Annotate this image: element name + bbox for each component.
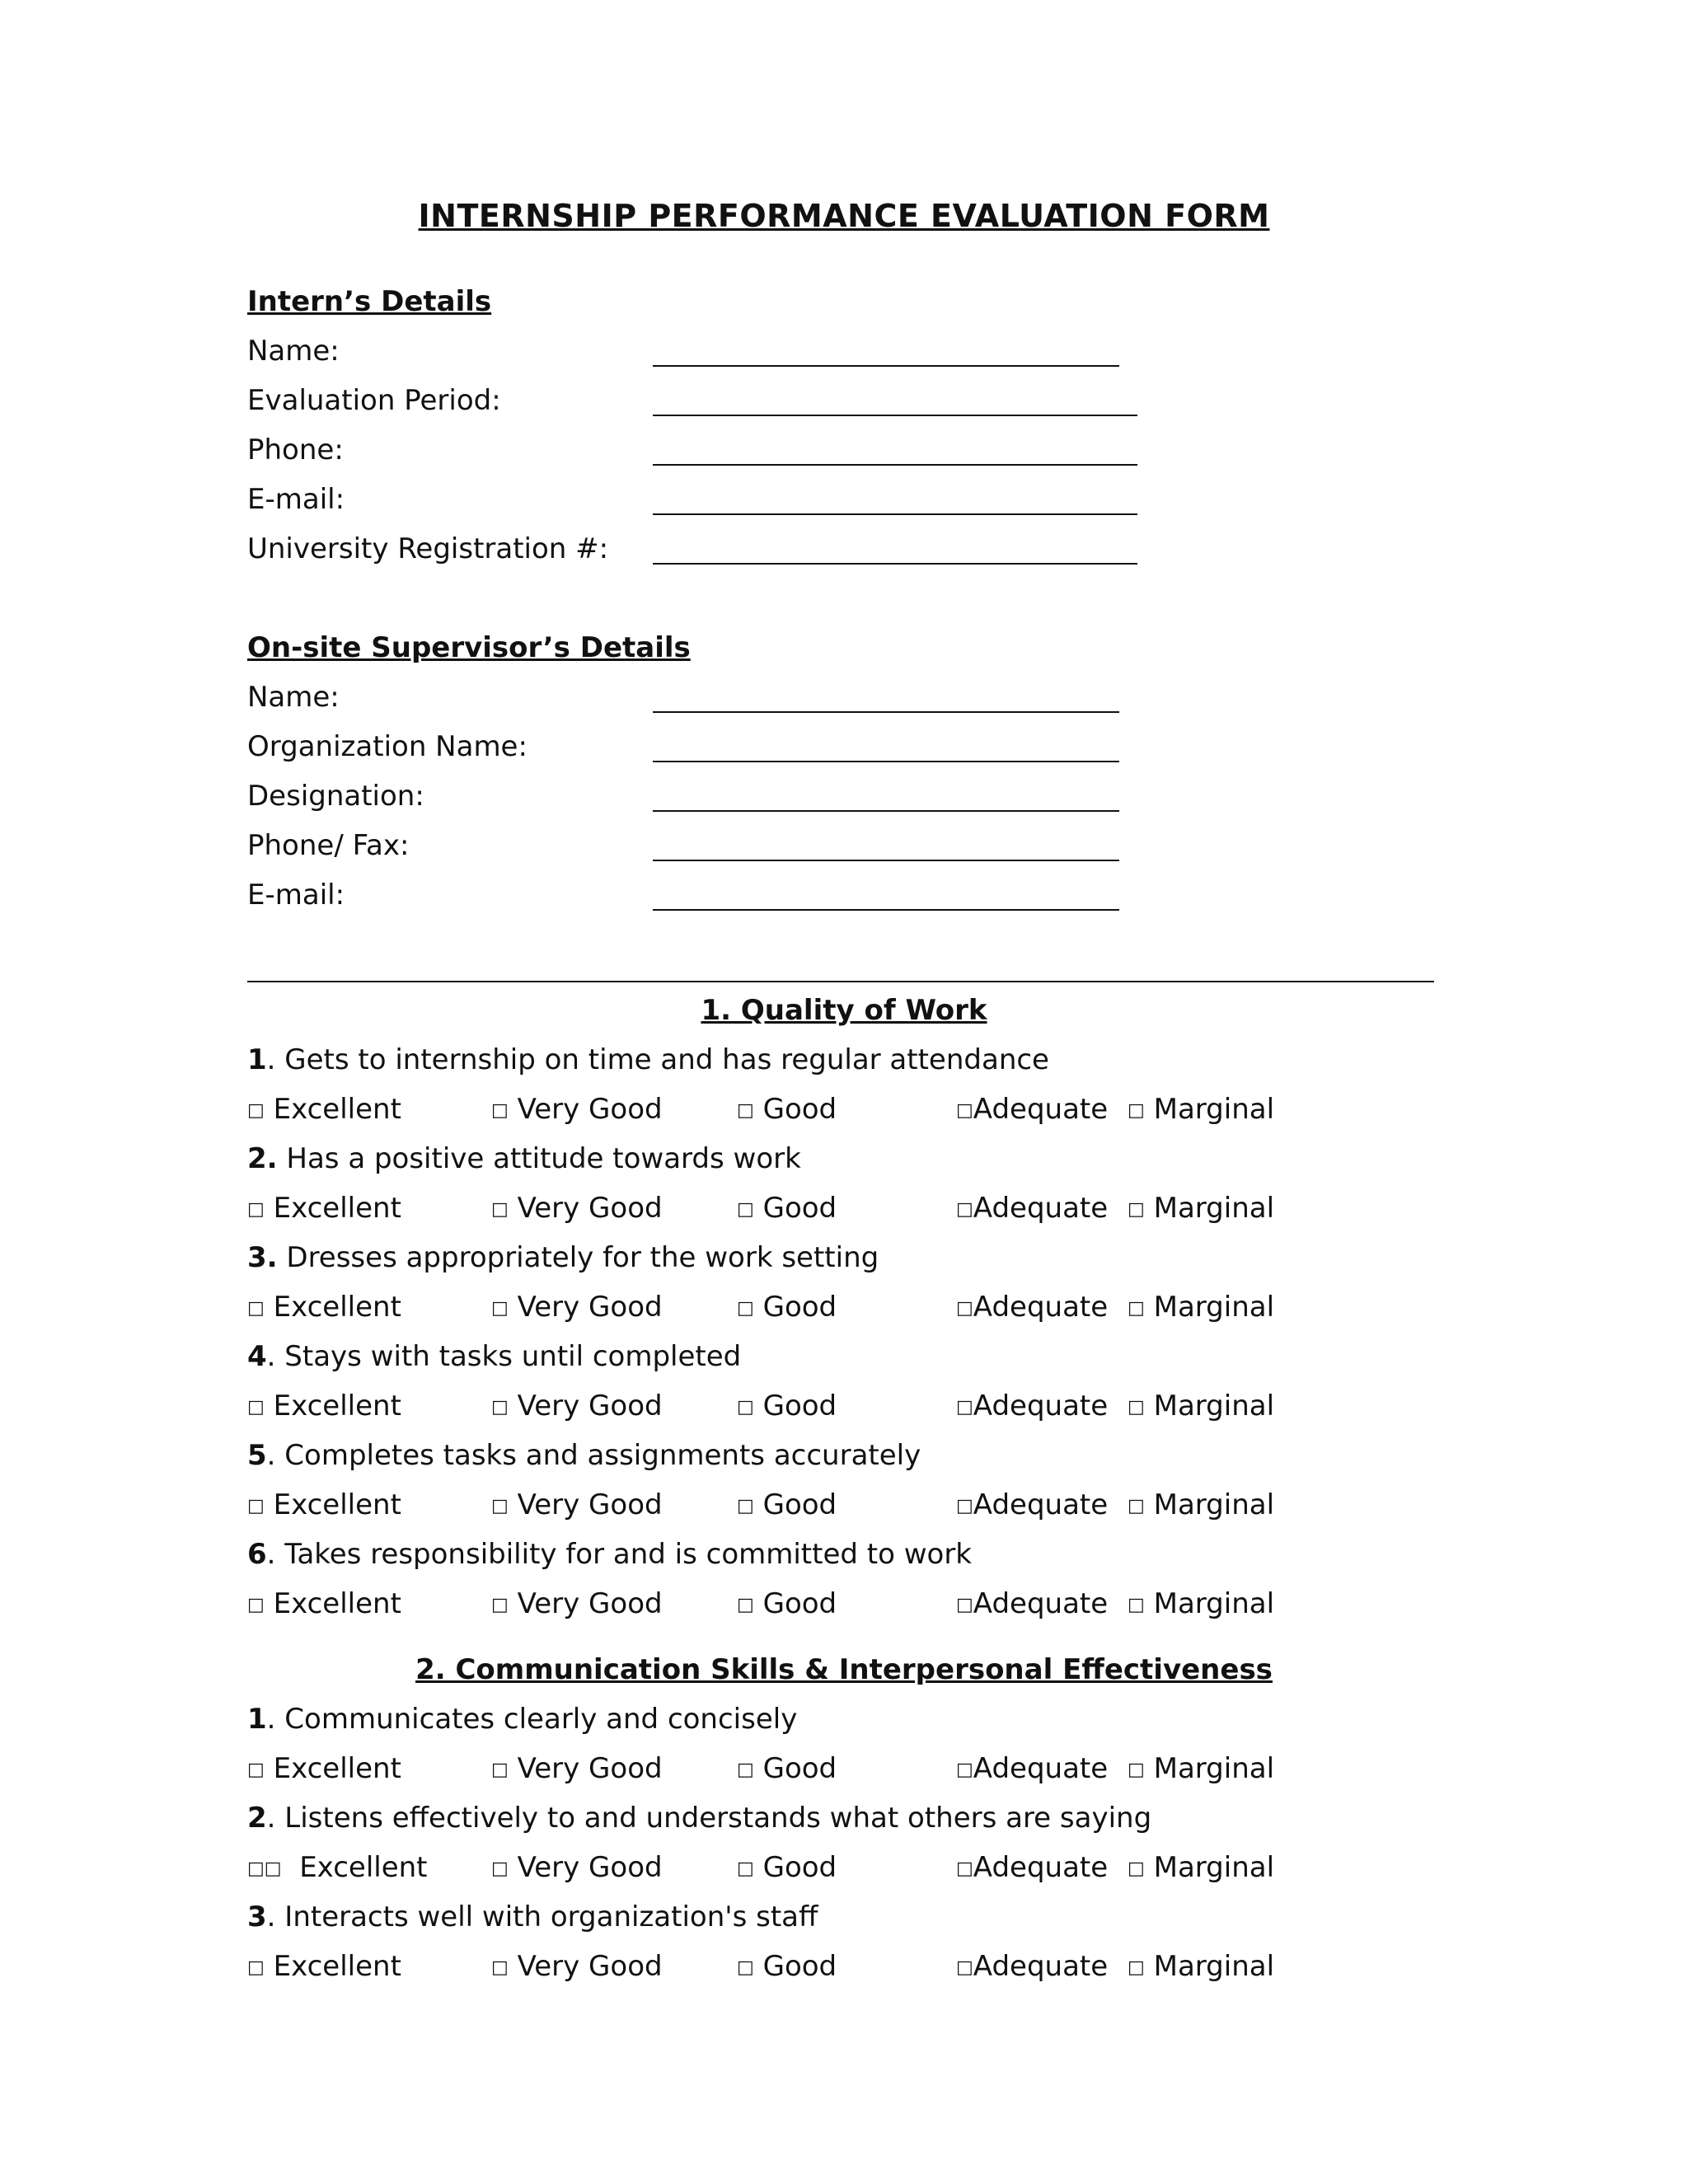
rating-option-excellent[interactable]	[247, 1390, 401, 1422]
rating-option-label: Marginal	[1153, 1488, 1275, 1521]
rating-option-marginal[interactable]	[1128, 1093, 1274, 1126]
checkbox-icon[interactable]: □	[247, 1496, 265, 1516]
question-text: Dresses appropriately for the work setting	[286, 1241, 879, 1274]
rating-option-label: Good	[762, 1752, 837, 1785]
supervisor-name-label: Name:	[247, 681, 340, 714]
checkbox-icon[interactable]: □	[737, 1397, 754, 1418]
checkbox-icon[interactable]: □	[1128, 1858, 1145, 1879]
supervisor-organization-field[interactable]	[653, 761, 1119, 762]
checkbox-icon[interactable]: □	[956, 1397, 973, 1418]
rating-option-good[interactable]	[737, 1192, 837, 1225]
checkbox-icon[interactable]: □	[956, 1957, 973, 1978]
checkbox-icon[interactable]: □	[956, 1496, 973, 1516]
intern-email-label: E-mail:	[247, 483, 345, 516]
checkbox-icon[interactable]: □	[491, 1199, 509, 1220]
form-title: INTERNSHIP PERFORMANCE EVALUATION FORM	[418, 198, 1270, 234]
checkbox-icon[interactable]: □	[737, 1100, 754, 1121]
supervisor-designation-field[interactable]	[653, 810, 1119, 812]
question-separator: .	[266, 1900, 285, 1933]
checkbox-icon[interactable]: □	[956, 1760, 973, 1780]
rating-option-label: Adequate	[973, 1950, 1109, 1983]
checkbox-icon[interactable]: □	[247, 1100, 265, 1121]
question-separator	[278, 1241, 287, 1274]
checkbox-icon[interactable]: □	[1128, 1595, 1145, 1615]
checkbox-icon[interactable]: □	[737, 1595, 754, 1615]
rating-option-very-good[interactable]	[491, 1291, 663, 1324]
question-number: 3	[247, 1900, 267, 1933]
checkbox-icon[interactable]: □	[247, 1397, 265, 1418]
question-1-6	[247, 1538, 972, 1571]
supervisor-organization-label: Organization Name:	[247, 730, 528, 763]
intern-name-label: Name:	[247, 335, 340, 368]
intern-phone-field[interactable]	[653, 464, 1137, 466]
question-text: Communicates clearly and concisely	[284, 1703, 798, 1736]
question-2-1	[247, 1703, 797, 1736]
checkbox-icon[interactable]: □	[956, 1298, 973, 1319]
question-separator	[278, 1142, 287, 1175]
checkbox-icon[interactable]: □	[491, 1760, 509, 1780]
checkbox-icon[interactable]: □	[1128, 1760, 1145, 1780]
rating-option-adequate[interactable]	[956, 1093, 1108, 1126]
rating-option-label: Very Good	[517, 1752, 663, 1785]
checkbox-icon[interactable]: □	[956, 1199, 973, 1220]
intern-name-field[interactable]	[653, 365, 1119, 367]
question-separator: .	[266, 1802, 285, 1835]
rating-option-good[interactable]	[737, 1093, 837, 1126]
rating-option-label: Excellent	[299, 1851, 428, 1884]
rating-option-label: Very Good	[517, 1390, 663, 1422]
checkbox-icon[interactable]: □	[1128, 1397, 1145, 1418]
rating-option-marginal[interactable]	[1128, 1851, 1274, 1884]
checkbox-icon[interactable]: □	[247, 1595, 265, 1615]
supervisor-name-field[interactable]	[653, 711, 1119, 713]
rating-option-marginal[interactable]	[1128, 1291, 1274, 1324]
rating-option-marginal[interactable]	[1128, 1587, 1274, 1620]
intern-details-heading: Intern’s Details	[247, 285, 492, 318]
rating-option-good[interactable]	[737, 1291, 837, 1324]
question-2-3	[247, 1900, 818, 1933]
rating-option-label: Excellent	[273, 1488, 401, 1521]
checkbox-icon[interactable]: □	[737, 1199, 754, 1220]
checkbox-icon[interactable]: □	[491, 1858, 509, 1879]
rating-option-label: Very Good	[517, 1587, 663, 1620]
question-number: 2	[247, 1802, 267, 1835]
checkbox-icon[interactable]: □	[491, 1496, 509, 1516]
rating-option-adequate[interactable]	[956, 1752, 1108, 1785]
intern-email-field[interactable]	[653, 513, 1137, 515]
rating-option-label: Good	[762, 1291, 837, 1324]
rating-option-marginal[interactable]	[1128, 1192, 1274, 1225]
rating-option-label: Excellent	[273, 1291, 401, 1324]
question-number: 1	[247, 1043, 267, 1076]
rating-option-label: Very Good	[517, 1851, 663, 1884]
rating-option-very-good[interactable]	[491, 1488, 663, 1521]
checkbox-icon[interactable]: □	[737, 1760, 754, 1780]
supervisor-phone-fax-label: Phone/ Fax:	[247, 829, 410, 862]
rating-option-very-good[interactable]	[491, 1950, 663, 1983]
checkbox-icon[interactable]: □	[491, 1957, 509, 1978]
question-1-5	[247, 1439, 921, 1472]
rating-option-label: Marginal	[1153, 1587, 1275, 1620]
rating-option-label: Marginal	[1153, 1192, 1275, 1225]
rating-option-label: Excellent	[273, 1093, 401, 1126]
rating-option-label: Adequate	[973, 1587, 1109, 1620]
section-heading-quality-of-work: 1. Quality of Work	[701, 994, 987, 1027]
intern-evaluation-period-field[interactable]	[653, 415, 1137, 416]
question-1-4	[247, 1340, 741, 1373]
rating-option-adequate[interactable]	[956, 1192, 1108, 1225]
intern-registration-field[interactable]	[653, 563, 1137, 565]
question-separator: .	[266, 1439, 285, 1472]
question-separator: .	[266, 1043, 285, 1076]
rating-option-good[interactable]	[737, 1851, 837, 1884]
rating-option-label: Good	[762, 1093, 837, 1126]
question-number: 1	[247, 1703, 267, 1736]
question-text: Has a positive attitude towards work	[286, 1142, 801, 1175]
rating-option-label: Very Good	[517, 1093, 663, 1126]
rating-option-adequate[interactable]	[956, 1291, 1108, 1324]
checkbox-icon[interactable]: □	[247, 1957, 265, 1978]
rating-option-adequate[interactable]	[956, 1488, 1108, 1521]
rating-option-very-good[interactable]	[491, 1851, 663, 1884]
rating-option-very-good[interactable]	[491, 1587, 663, 1620]
rating-option-marginal[interactable]	[1128, 1950, 1274, 1983]
supervisor-details-heading: On-site Supervisor’s Details	[247, 631, 691, 664]
rating-option-label: Good	[762, 1851, 837, 1884]
question-number: 4	[247, 1340, 267, 1373]
rating-option-adequate[interactable]	[956, 1587, 1108, 1620]
rating-option-marginal[interactable]	[1128, 1752, 1274, 1785]
question-number: 2.	[247, 1142, 278, 1175]
rating-option-label: Marginal	[1153, 1950, 1275, 1983]
rating-option-label: Excellent	[273, 1950, 401, 1983]
question-1-3	[247, 1241, 879, 1274]
rating-option-label: Excellent	[273, 1192, 401, 1225]
rating-option-label: Adequate	[973, 1752, 1109, 1785]
rating-option-label: Excellent	[273, 1752, 401, 1785]
rating-option-label: Very Good	[517, 1488, 663, 1521]
rating-option-label: Marginal	[1153, 1851, 1275, 1884]
question-text: Completes tasks and assignments accurately	[284, 1439, 921, 1472]
question-separator: .	[266, 1340, 285, 1373]
rating-option-label: Good	[762, 1192, 837, 1225]
section-heading-communication-skills: 2. Communication Skills & Interpersonal Effectiveness	[415, 1653, 1273, 1686]
checkbox-icon[interactable]: □	[737, 1957, 754, 1978]
rating-option-label: Good	[762, 1488, 837, 1521]
section-divider	[247, 981, 1434, 982]
rating-option-label: Adequate	[973, 1390, 1109, 1422]
rating-option-label: Adequate	[973, 1093, 1109, 1126]
rating-option-label: Excellent	[273, 1390, 401, 1422]
intern-evaluation-period-label: Evaluation Period:	[247, 384, 501, 417]
checkbox-icon[interactable]: □	[956, 1595, 973, 1615]
question-number: 3.	[247, 1241, 278, 1274]
rating-option-label: Marginal	[1153, 1291, 1275, 1324]
question-separator: .	[266, 1703, 285, 1736]
checkbox-icon[interactable]: □	[491, 1595, 509, 1615]
rating-option-label: Good	[762, 1950, 837, 1983]
rating-option-label: Very Good	[517, 1291, 663, 1324]
rating-option-label: Very Good	[517, 1950, 663, 1983]
question-1-2	[247, 1142, 801, 1175]
rating-option-label: Marginal	[1153, 1390, 1275, 1422]
rating-option-good[interactable]	[737, 1950, 837, 1983]
checkbox-icon[interactable]: □□	[247, 1858, 282, 1879]
supervisor-email-field[interactable]	[653, 909, 1119, 911]
checkbox-icon[interactable]: □	[247, 1760, 265, 1780]
rating-option-marginal[interactable]	[1128, 1488, 1274, 1521]
rating-option-label: Good	[762, 1587, 837, 1620]
checkbox-icon[interactable]: □	[737, 1298, 754, 1319]
checkbox-icon[interactable]: □	[247, 1199, 265, 1220]
checkbox-icon[interactable]: □	[1128, 1298, 1145, 1319]
rating-option-good[interactable]	[737, 1587, 837, 1620]
question-text: Interacts well with organization's staff	[284, 1900, 818, 1933]
checkbox-icon[interactable]: □	[737, 1496, 754, 1516]
rating-option-label: Excellent	[273, 1587, 401, 1620]
question-text: Stays with tasks until completed	[284, 1340, 742, 1373]
rating-option-excellent[interactable]	[247, 1752, 401, 1785]
rating-option-adequate[interactable]	[956, 1851, 1108, 1884]
intern-phone-label: Phone:	[247, 434, 344, 466]
rating-option-very-good[interactable]	[491, 1192, 663, 1225]
supervisor-email-label: E-mail:	[247, 879, 345, 912]
checkbox-icon[interactable]: □	[491, 1298, 509, 1319]
rating-option-label: Adequate	[973, 1488, 1109, 1521]
rating-option-label: Marginal	[1153, 1093, 1275, 1126]
checkbox-icon[interactable]: □	[1128, 1100, 1145, 1121]
rating-option-excellent[interactable]	[247, 1587, 401, 1620]
question-2-2	[247, 1802, 1151, 1835]
question-number: 5	[247, 1439, 267, 1472]
checkbox-icon[interactable]: □	[1128, 1957, 1145, 1978]
question-text: Takes responsibility for and is committed to work	[284, 1538, 972, 1571]
rating-option-very-good[interactable]	[491, 1390, 663, 1422]
rating-option-label: Good	[762, 1390, 837, 1422]
rating-option-adequate[interactable]	[956, 1950, 1108, 1983]
rating-option-very-good[interactable]	[491, 1093, 663, 1126]
rating-option-good[interactable]	[737, 1390, 837, 1422]
checkbox-icon[interactable]: □	[1128, 1199, 1145, 1220]
rating-option-label: Adequate	[973, 1192, 1109, 1225]
question-separator: .	[266, 1538, 285, 1571]
question-number: 6	[247, 1538, 267, 1571]
rating-option-excellent[interactable]	[247, 1488, 401, 1521]
rating-option-marginal[interactable]	[1128, 1390, 1274, 1422]
checkbox-icon[interactable]: □	[247, 1298, 265, 1319]
rating-option-very-good[interactable]	[491, 1752, 663, 1785]
intern-registration-label: University Registration #:	[247, 532, 609, 565]
rating-option-label: Marginal	[1153, 1752, 1275, 1785]
rating-option-excellent[interactable]	[247, 1950, 401, 1983]
question-text: Gets to internship on time and has regular attendance	[284, 1043, 1049, 1076]
rating-option-label: Adequate	[973, 1851, 1109, 1884]
rating-option-good[interactable]	[737, 1752, 837, 1785]
rating-option-good[interactable]	[737, 1488, 837, 1521]
rating-option-excellent[interactable]	[247, 1192, 401, 1225]
checkbox-icon[interactable]: □	[737, 1858, 754, 1879]
supervisor-designation-label: Designation:	[247, 780, 424, 813]
checkbox-icon[interactable]: □	[1128, 1496, 1145, 1516]
checkbox-icon[interactable]: □	[956, 1100, 973, 1121]
rating-option-excellent[interactable]	[247, 1851, 428, 1884]
question-1-1	[247, 1043, 1049, 1076]
question-text: Listens effectively to and understands what others are saying	[284, 1802, 1152, 1835]
supervisor-phone-fax-field[interactable]	[653, 860, 1119, 861]
checkbox-icon[interactable]: □	[491, 1100, 509, 1121]
rating-option-label: Very Good	[517, 1192, 663, 1225]
checkbox-icon[interactable]: □	[491, 1397, 509, 1418]
rating-option-excellent[interactable]	[247, 1291, 401, 1324]
rating-option-excellent[interactable]	[247, 1093, 401, 1126]
rating-option-adequate[interactable]	[956, 1390, 1108, 1422]
checkbox-icon[interactable]: □	[956, 1858, 973, 1879]
rating-option-label: Adequate	[973, 1291, 1109, 1324]
